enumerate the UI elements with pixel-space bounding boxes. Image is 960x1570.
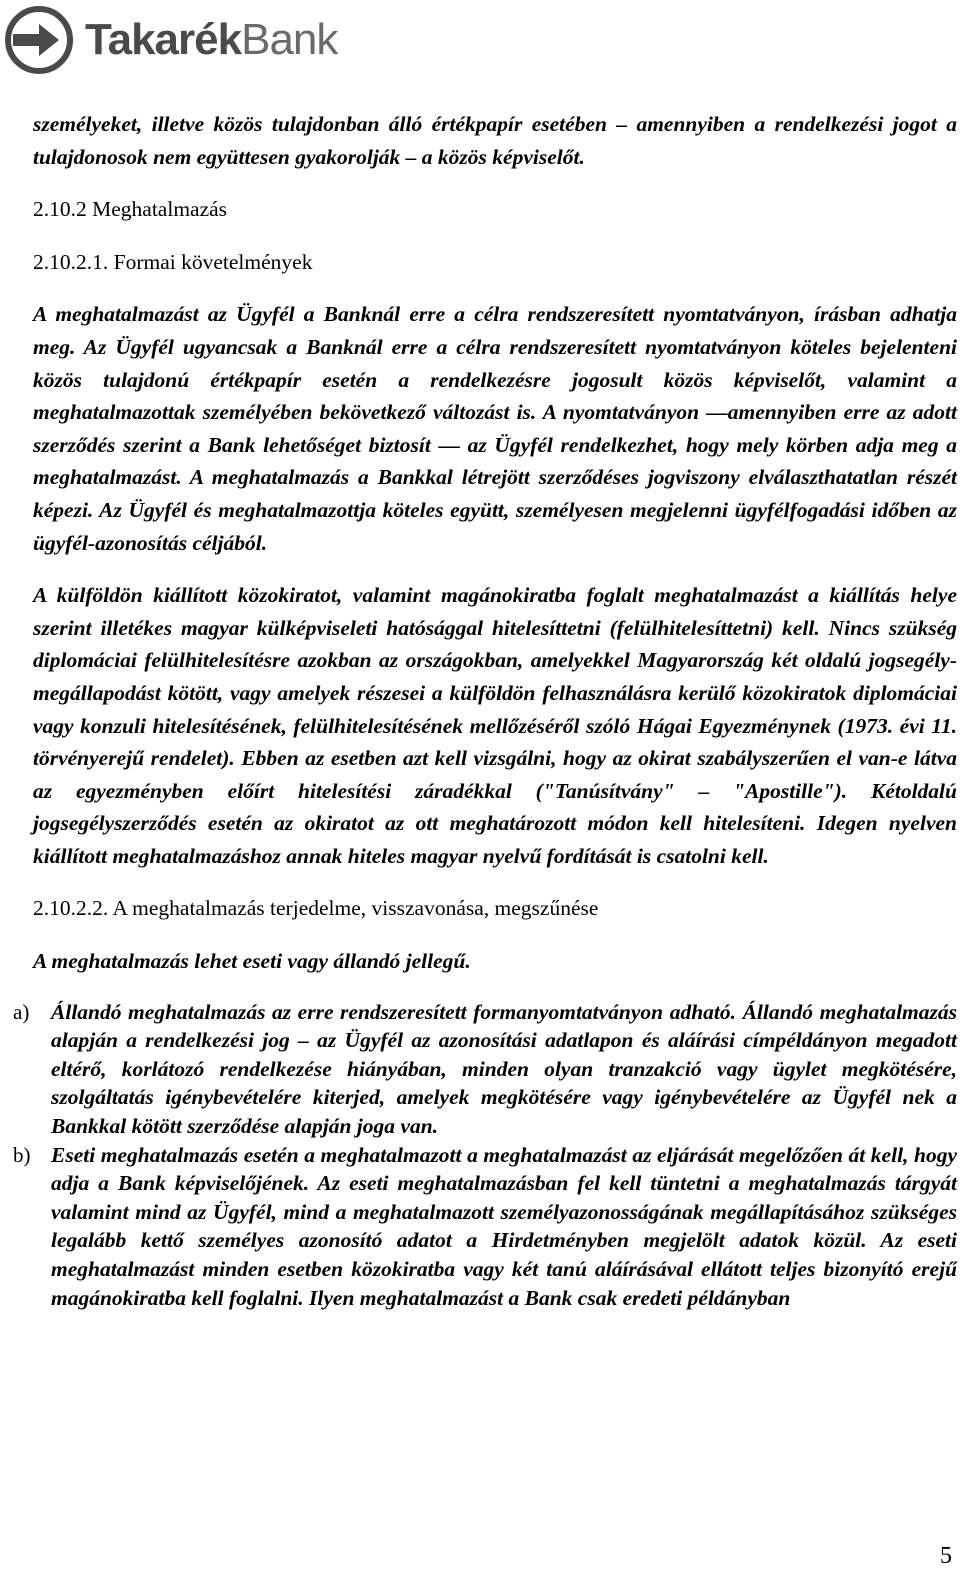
list-item-text: Állandó meghatalmazás az erre rendszeresített formanyomtatványon adható. Állandó meghatalmazás alapján a rendelkezési jog – az Ügyfél az azonosítási adatlapon és aláírási címpéldányon megadott eltérő, korlátozó rendelkezése hiányában, minden olyan tranzakció vagy ügylet megkötésére, szolgáltatás igénybevételére kiterjed, amelyek megkötésére vagy igénybevételére az Ügyfél nek a Bankkal kötött szerződése alapján joga van. — [51, 999, 957, 1139]
paragraph-formal-requirements: A meghatalmazást az Ügyfél a Banknál erre a célra rendszeresített nyomtatványon, írásban adhatja meg. Az Ügyfél ugyancsak a Banknál erre a célra rendszeresített nyomtatványon köteles bejelenteni közös tulajdonú értékpapír esetén a rendelkezésre jogosult közös képviselőt, valamint a meghatalmazottak személyében bekövetkező változást is. A nyomtatványon —amennyiben erre az adott szerződés szerint a Bank lehetőséget biztosít — az Ügyfél rendelkezhet, hogy mely körben adja meg a meghatalmazást. A meghatalmazás a Bankkal létrejött szerződéses jogviszony elválaszthatatlan részét képezi. Az Ügyfél és meghatalmazottja köteles együtt, személyesen megjelenni ügyfélfogadási időben az ügyfél-azonosítás céljából. — [33, 302, 957, 555]
paragraph-intro: személyeket, illetve közös tulajdonban álló értékpapír esetében – amennyiben a rendelkezési jogot a tulajdonosok nem együttesen gyakorolják – a közös képviselőt. — [33, 112, 957, 169]
section-heading: 2.10.2 Meghatalmazás — [33, 197, 228, 222]
logo-wordmark: TakarékBank — [85, 15, 338, 64]
takarekbank-logo-icon — [5, 6, 73, 74]
subsection-heading: 2.10.2.1. Formai követelmények — [33, 249, 313, 274]
list-item — [13, 1141, 957, 1313]
paragraph-foreign-documents: A külföldön kiállított közokiratot, valamint magánokiratba foglalt meghatalmazást a kiállítás helye szerint illetékes magyar külképviseleti hatósággal hitelesíttetni (felülhitelesíttetni) kell. Nincs szükség diplomáciai felülhitelesítésre azokban az országokban, amelyekkel Magyarország két oldalú jogsegély-megállapodást kötött, vagy amelyek részesei a külföldön felhasználásra kerülő közokiratok diplomáciai vagy konzuli hitelesítésének, felülhitelesítésének mellőzéséről szóló Hágai Egyezménynek (1973. évi 11. törvényerejű rendelet). Ebben az esetben azt kell vizsgálni, hogy az okirat szabályszerűen el van-e látva az egyezményben előírt hitelesítési záradékkal ("Tanúsítvány" – "Apostille"). Kétoldalú jogsegélyszerződés esetén az okiratot az ott meghatározott módon kell hitelesíteni. Idegen nyelven kiállított meghatalmazáshoz annak hiteles magyar nyelvű fordítását is csatolni kell. — [33, 583, 957, 868]
list-item-text: Eseti meghatalmazás esetén a meghatalmazott a meghatalmazást az eljárását megelőzően át kell, hogy adja a Bank képviselőjének. Az eseti meghatalmazásban fel kell tüntetni a meghatalmazás tárgyát valamint mind az Ügyfél, mind a meghatalmazott személyazonosságának megállapításához szükséges legalább kettő személyes azonosító adatot a Hirdetményben megjelölt adatok közül. Az eseti meghatalmazást minden esetben közokiratba vagy két tanú aláírásával ellátott teljes bizonyító erejű magánokiratba kell foglalni. Ilyen meghatalmazást a Bank csak eredeti példányban — [51, 1142, 957, 1310]
bank-logo — [5, 5, 337, 75]
list-item — [13, 998, 957, 1141]
list-marker: a) — [13, 999, 30, 1024]
document-body — [13, 108, 957, 1312]
paragraph-types: A meghatalmazás lehet eseti vagy állandó jellegű. — [33, 949, 471, 974]
list-marker: b) — [13, 1142, 31, 1167]
page-number: 5 — [940, 1543, 952, 1569]
authorization-types-list — [13, 998, 957, 1313]
subsection-heading-scope: 2.10.2.2. A meghatalmazás terjedelme, visszavonása, megszűnése — [33, 896, 599, 921]
